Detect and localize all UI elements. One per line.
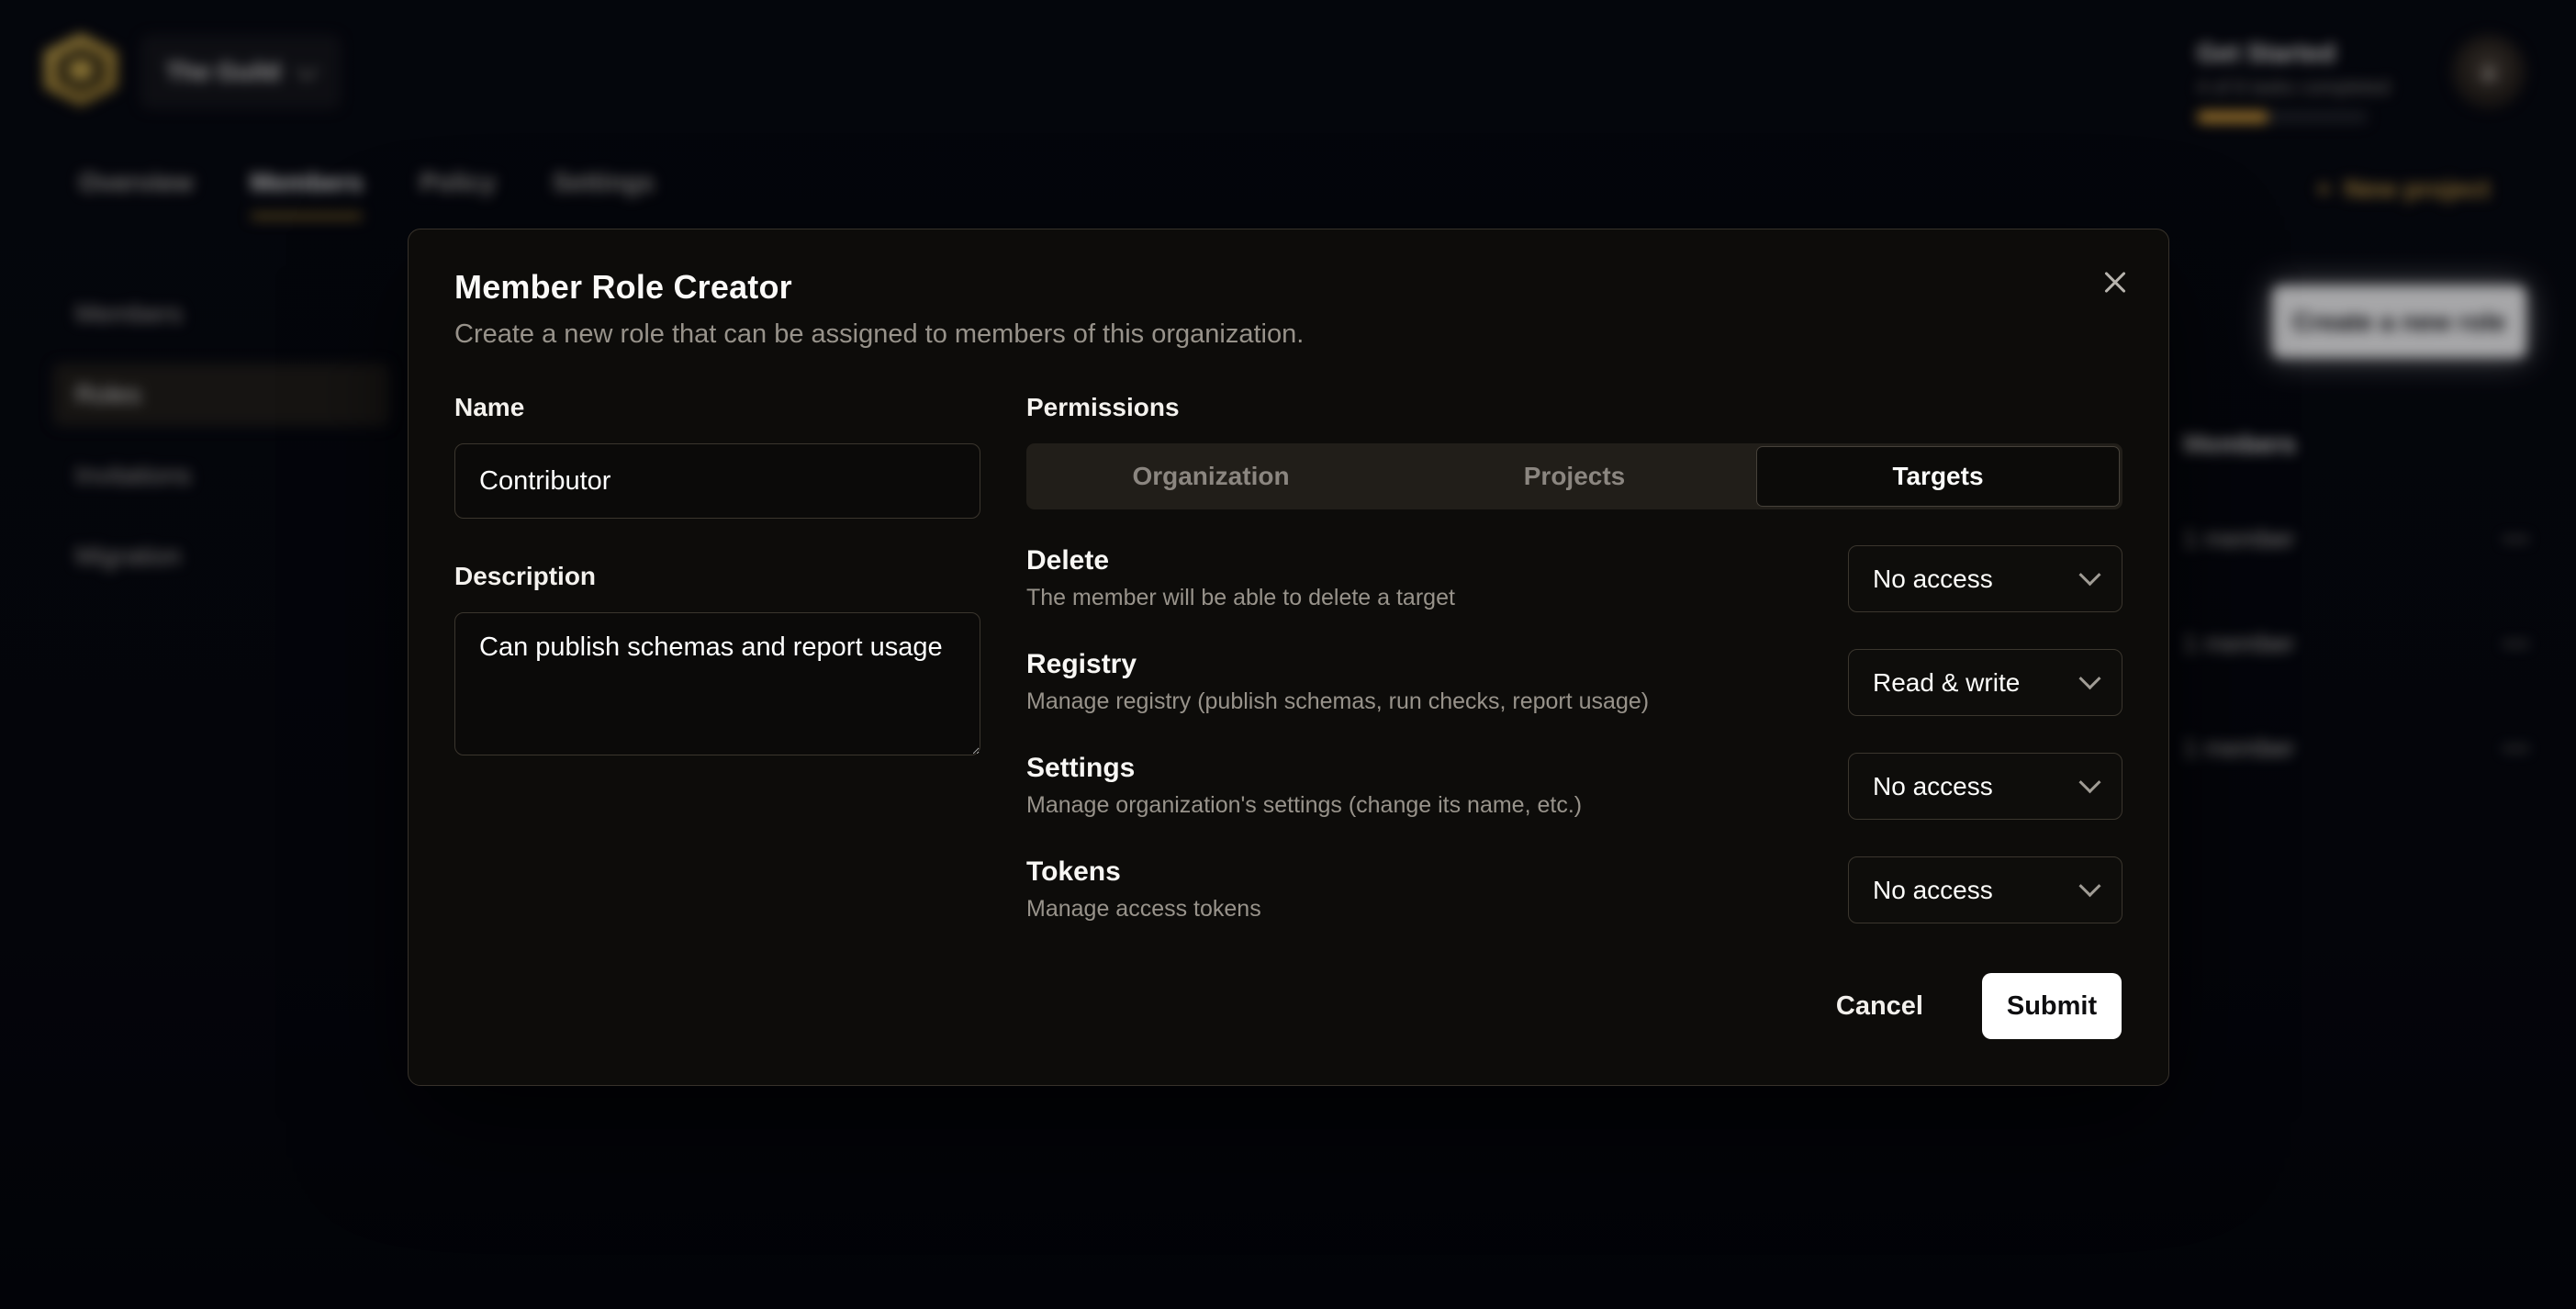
permission-title: Tokens xyxy=(1026,856,1121,887)
row-menu-icon[interactable]: ••• xyxy=(2503,632,2530,655)
organization-name: The Guild xyxy=(166,58,281,85)
tab-targets[interactable]: Targets xyxy=(1756,446,2120,507)
permission-title: Delete xyxy=(1026,545,1110,576)
permission-row-settings xyxy=(1026,753,2122,820)
permission-row-registry xyxy=(1026,649,2122,716)
permission-title: Registry xyxy=(1026,649,1137,679)
delete-access-select[interactable] xyxy=(1848,545,2122,612)
tab-projects[interactable]: Projects xyxy=(1393,446,1756,507)
permission-text xyxy=(1026,856,1261,923)
tab-policy[interactable]: Policy xyxy=(420,168,496,196)
modal-subtitle: Create a new role that can be assigned to members of this organization. xyxy=(454,319,1305,349)
members-column-header: Members xyxy=(2183,430,2530,487)
tokens-access-select[interactable] xyxy=(1848,856,2122,923)
description-label: Description xyxy=(454,562,597,590)
tab-organization[interactable]: Organization xyxy=(1029,446,1393,507)
permission-text xyxy=(1026,545,1455,611)
role-members-count: 1 member xyxy=(2183,630,2295,657)
create-new-role-button[interactable]: Create a new role xyxy=(2272,285,2526,358)
permission-description: The member will be able to delete a target xyxy=(1026,585,1455,610)
permission-row-tokens xyxy=(1026,856,2122,923)
member-role-creator-modal xyxy=(408,229,2169,1086)
role-members-count: 1 member xyxy=(2183,734,2295,762)
permissions-scope-tabs xyxy=(1026,443,2122,509)
permissions-label: Permissions xyxy=(1026,393,1180,421)
row-menu-icon[interactable]: ••• xyxy=(2503,736,2530,760)
new-project-label: New project xyxy=(2344,174,2491,203)
name-label: Name xyxy=(454,393,525,421)
plus-icon: + xyxy=(2316,174,2332,203)
cancel-button[interactable]: Cancel xyxy=(1821,982,1938,1031)
permission-description: Manage access tokens xyxy=(1026,896,1261,922)
permission-title: Settings xyxy=(1026,753,1136,783)
select-value: No access xyxy=(1873,771,1993,800)
chevron-down-icon xyxy=(2078,667,2100,689)
chevron-down-icon xyxy=(2078,875,2100,897)
settings-access-select[interactable] xyxy=(1848,753,2122,820)
select-value: No access xyxy=(1873,875,1993,904)
close-icon xyxy=(2102,270,2128,296)
chevron-down-icon xyxy=(2078,564,2100,586)
modal-title: Member Role Creator xyxy=(454,268,792,306)
submit-button[interactable]: Submit xyxy=(1982,973,2122,1039)
registry-access-select[interactable] xyxy=(1848,649,2122,716)
modal-footer xyxy=(1821,973,2122,1039)
role-members-count: 1 member xyxy=(2183,525,2295,553)
chevron-down-icon xyxy=(2078,771,2100,793)
row-menu-icon[interactable]: ••• xyxy=(2503,527,2530,551)
role-identity-column xyxy=(454,392,980,923)
sidebar-item-members[interactable]: Members xyxy=(75,299,183,328)
permissions-column xyxy=(1026,392,2122,923)
get-started-subtitle: 4 of 8 tasks completed xyxy=(2197,77,2391,98)
select-value: No access xyxy=(1873,564,1993,593)
permission-row-delete xyxy=(1026,545,2122,612)
sidebar-item-migration[interactable]: Migration xyxy=(75,542,182,570)
avatar-person-icon: ▲ xyxy=(2475,56,2503,86)
permission-text xyxy=(1026,649,1649,715)
sidebar-item-roles[interactable]: Roles xyxy=(53,364,389,426)
get-started-title: Get Started xyxy=(2197,39,2335,67)
permission-description: Manage organization's settings (change its name, etc.) xyxy=(1026,792,1583,818)
tab-overview[interactable]: Overview xyxy=(79,168,194,196)
description-textarea[interactable] xyxy=(454,612,980,755)
name-input[interactable] xyxy=(454,443,980,519)
permission-text xyxy=(1026,753,1582,819)
tab-members[interactable]: Members xyxy=(251,168,364,219)
sidebar-item-invitations[interactable]: Invitations xyxy=(75,461,192,489)
select-value: Read & write xyxy=(1873,667,2021,697)
permission-description: Manage registry (publish schemas, run checks, report usage) xyxy=(1026,688,1650,714)
tab-settings[interactable]: Settings xyxy=(552,168,655,196)
close-button[interactable] xyxy=(2089,257,2141,308)
